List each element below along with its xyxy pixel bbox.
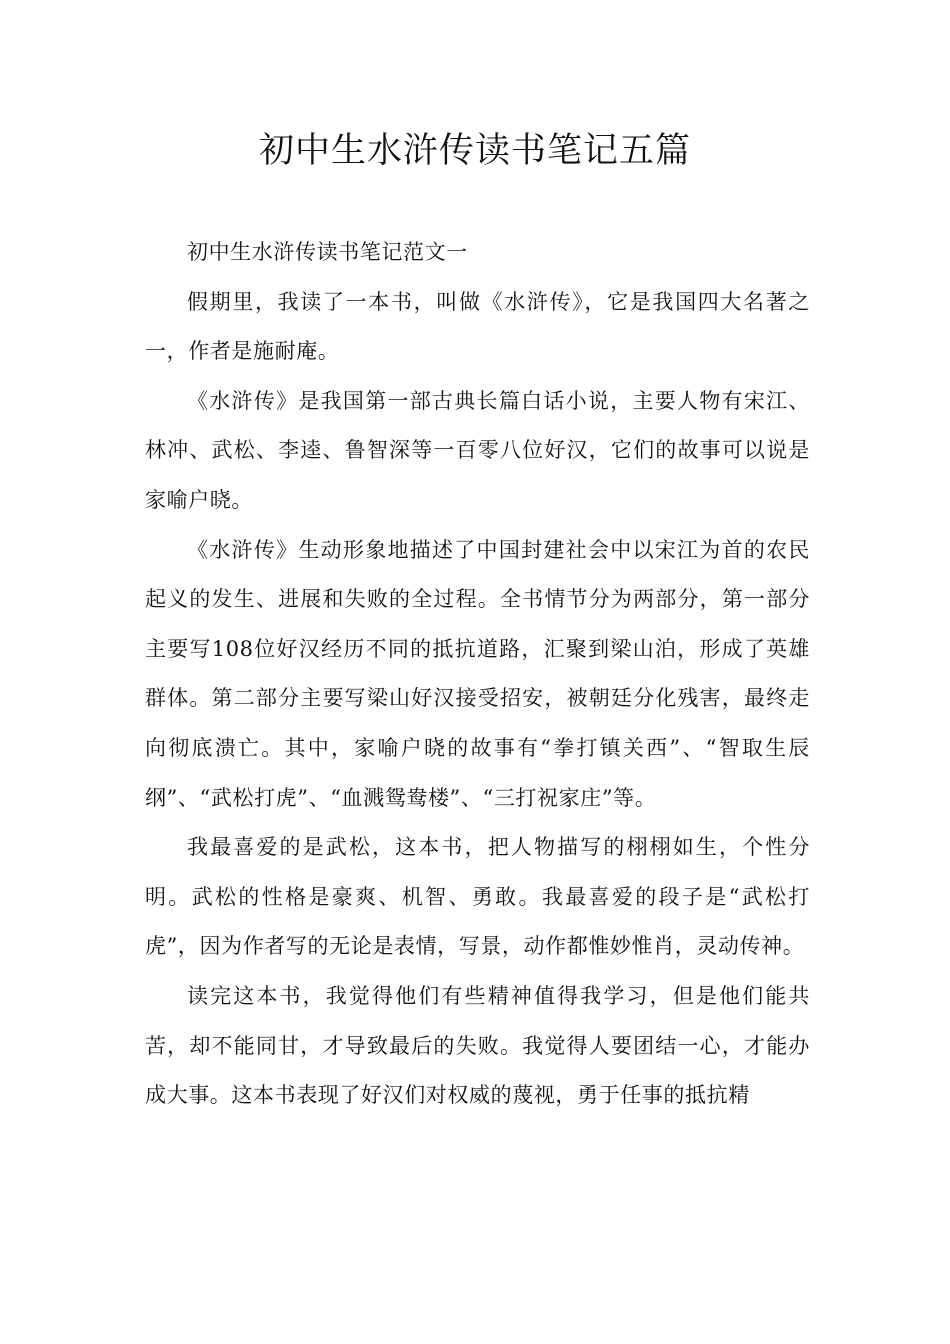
- paragraph: 我最喜爱的是武松，这本书，把人物描写的栩栩如生，个性分明。武松的性格是豪爽、机智、勇敢。我最喜爱的段子是“武松打虎”，因为作者写的无论是表情，写景，动作都惟妙惟肖，灵动传神。: [145, 835, 810, 959]
- paragraph: 读完这本书，我觉得他们有些精神值得我学习，但是他们能共苦，却不能同甘，才导致最后的失败。我觉得人要团结一心，才能办成大事。这本书表现了好汉们对权威的蔑视，勇于任事的抵抗精: [145, 983, 810, 1108]
- paragraph: 《水浒传》生动形象地描述了中国封建社会中以宋江为首的农民起义的发生、进展和失败的全过程。全书情节分为两部分，第一部分主要写108位好汉经历不同的抵抗道路，汇聚到梁山泊，形成了英雄群体。第二部分主要写梁山好汉接受招安，被朝廷分化残害，最终走向彻底溃亡。其中，家喻户晓的故事有“拳打镇关西”、“智取生辰纲”、“武松打虎”、“血溅鸳鸯楼”、“三打祝家庄”等。: [145, 537, 810, 810]
- section-heading: 初中生水浒传读书笔记范文一: [187, 240, 468, 264]
- document-body: [145, 228, 810, 1121]
- paragraph: 《水浒传》是我国第一部古典长篇白话小说，主要人物有宋江、林冲、武松、李逵、鲁智深等一百零八位好汉，它们的故事可以说是家喻户晓。: [145, 388, 810, 512]
- document-title: 初中生水浒传读书笔记五篇: [258, 131, 691, 171]
- paragraph: 假期里，我读了一本书，叫做《水浒传》，它是我国四大名著之一，作者是施耐庵。: [145, 289, 810, 364]
